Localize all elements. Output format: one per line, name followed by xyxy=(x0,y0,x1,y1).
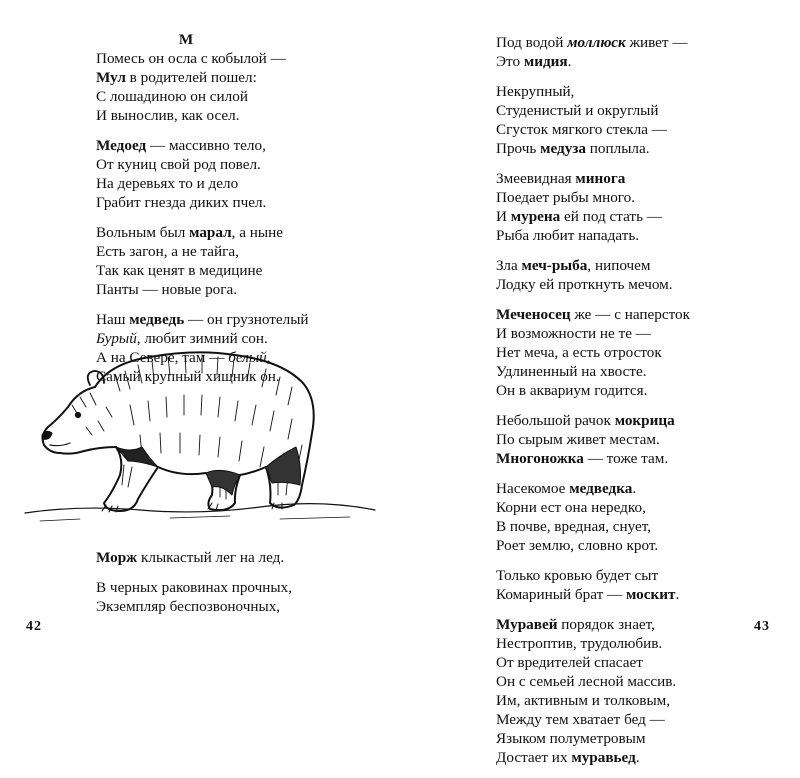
stanza xyxy=(496,169,796,245)
poem-line xyxy=(496,634,796,653)
right-poem-column xyxy=(496,33,796,778)
poem-line xyxy=(496,566,796,585)
poem-line xyxy=(496,82,796,101)
line-text: Удлиненный на хвосте. xyxy=(496,363,647,380)
poem-line xyxy=(496,343,796,362)
term-highlight: Мул xyxy=(96,69,126,86)
left-page xyxy=(0,0,400,667)
poem-line xyxy=(496,748,796,767)
line-text: Змеевидная xyxy=(496,170,576,187)
line-text: Бурый xyxy=(96,330,137,347)
line-text: Некрупный, xyxy=(496,83,575,100)
poem-line xyxy=(496,653,796,672)
line-text: поплыла. xyxy=(585,140,650,157)
line-text: И возможности не те — xyxy=(496,325,651,342)
line-text: , любит зимний сон. xyxy=(136,330,268,347)
poem-line xyxy=(496,498,796,517)
line-text: Им, активным и толковым, xyxy=(496,692,671,709)
poem-line xyxy=(496,52,796,71)
poem-line xyxy=(496,120,796,139)
line-text: Прочь xyxy=(496,140,541,157)
line-text: Вольным был xyxy=(96,224,190,241)
stanza xyxy=(96,49,396,125)
term-highlight: мидия xyxy=(523,53,568,70)
line-text: Панты — новые рога. xyxy=(96,281,238,298)
line-text: Грабит гнезда диких пчел. xyxy=(96,194,267,211)
poem-line xyxy=(496,517,796,536)
poem-line xyxy=(496,381,796,400)
term-highlight: мурена xyxy=(510,208,561,225)
line-text: Только кровью будет сыт xyxy=(496,567,659,584)
line-text: же — с наперсток xyxy=(570,306,691,323)
poem-line xyxy=(96,174,396,193)
line-text: Роет землю, словно крот. xyxy=(496,537,659,554)
line-text: От куниц свой род повел. xyxy=(96,156,261,173)
poem-line xyxy=(496,188,796,207)
line-text: Помесь он осла с кобылой — xyxy=(96,50,286,67)
line-text: Экземпляр беспозвоночных, xyxy=(96,598,281,615)
term-highlight: Муравей xyxy=(496,616,558,633)
line-text: — тоже там. xyxy=(583,450,669,467)
line-text: . xyxy=(635,749,640,766)
term-highlight: медуза xyxy=(540,140,586,157)
term-highlight: медведка xyxy=(569,480,633,497)
poem-line xyxy=(496,207,796,226)
stanza xyxy=(96,548,396,567)
line-text: Небольшой рачок xyxy=(496,412,615,429)
poem-line xyxy=(496,275,796,294)
term-highlight: Медоед xyxy=(96,137,147,154)
poem-line xyxy=(96,155,396,174)
poem-line xyxy=(496,33,796,52)
line-text: По сырым живет местам. xyxy=(496,431,660,448)
poem-line xyxy=(96,87,396,106)
page-number-left: 42 xyxy=(26,619,42,634)
poem-line xyxy=(96,261,396,280)
poem-line xyxy=(496,449,796,468)
line-text: От вредителей спасает xyxy=(496,654,643,671)
stanza xyxy=(96,578,396,616)
line-text: . xyxy=(567,53,572,70)
poem-line xyxy=(496,710,796,729)
line-text: Студенистый и округлый xyxy=(496,102,659,119)
poem-line xyxy=(496,305,796,324)
poem-line xyxy=(496,101,796,120)
term-highlight: мокрица xyxy=(614,412,675,429)
line-text: , xyxy=(266,349,271,366)
stanza xyxy=(496,566,796,604)
term-highlight: медведь xyxy=(129,311,185,328)
line-text: И вынослив, как осел. xyxy=(96,107,240,124)
line-text: Самый крупный хищник он. xyxy=(96,368,280,385)
poem-line xyxy=(96,578,396,597)
stanza xyxy=(96,223,396,299)
poem-line xyxy=(496,139,796,158)
poem-line xyxy=(496,585,796,604)
poem-line xyxy=(96,280,396,299)
term-highlight: Морж xyxy=(96,549,138,566)
term-highlight: муравьед xyxy=(571,749,636,766)
line-text: , а ныне xyxy=(231,224,283,241)
term-highlight: минога xyxy=(575,170,626,187)
line-text: Поедает рыбы много. xyxy=(496,189,636,206)
poem-line xyxy=(496,324,796,343)
stanza xyxy=(496,411,796,468)
line-text: В черных раковинах прочных, xyxy=(96,579,292,596)
left-lower-stanzas xyxy=(96,548,396,627)
poem-line xyxy=(496,479,796,498)
poem-line xyxy=(496,536,796,555)
poem-line xyxy=(496,362,796,381)
poem-line xyxy=(496,691,796,710)
line-text: — он грузнотелый xyxy=(184,311,309,328)
line-text: клыкастый лег на лед. xyxy=(137,549,285,566)
line-text: Он с семьей лесной массив. xyxy=(496,673,677,690)
line-text: Насекомое xyxy=(496,480,570,497)
poem-line xyxy=(96,49,396,68)
term-highlight: Многоножка xyxy=(496,450,584,467)
line-text: белый xyxy=(228,349,267,366)
line-text: ей под стать — xyxy=(560,208,662,225)
poem-line xyxy=(96,548,396,567)
line-text: Нет меча, а есть отросток xyxy=(496,344,662,361)
line-text: Достает их xyxy=(496,749,572,766)
poem-line xyxy=(96,68,396,87)
stanza xyxy=(496,33,796,71)
stanza xyxy=(496,615,796,767)
term-highlight: меч-рыба xyxy=(521,257,588,274)
term-highlight: Меченосец xyxy=(496,306,571,323)
line-text: Он в аквариум годится. xyxy=(496,382,648,399)
page-number-right: 43 xyxy=(754,619,770,634)
line-text: Есть загон, а не тайга, xyxy=(96,243,239,260)
line-text: С лошадиною он силой xyxy=(96,88,248,105)
line-text: Рыба любит нападать. xyxy=(496,227,640,244)
line-text: — массивно тело, xyxy=(146,137,266,154)
bear-illustration-icon xyxy=(20,335,380,535)
poem-line xyxy=(96,597,396,616)
poem-line xyxy=(96,223,396,242)
poem-line xyxy=(496,226,796,245)
line-text: Под водой xyxy=(496,34,568,51)
poem-line xyxy=(496,430,796,449)
line-text: Это xyxy=(496,53,524,70)
line-text: А на Севере, там — xyxy=(96,349,229,366)
poem-line xyxy=(96,106,396,125)
line-text: И xyxy=(496,208,511,225)
stanza xyxy=(496,82,796,158)
stanza xyxy=(496,305,796,400)
line-text: живет — xyxy=(625,34,688,51)
line-text: . xyxy=(675,586,680,603)
line-text: В почве, вредная, снует, xyxy=(496,518,652,535)
line-text: Языком полуметровым xyxy=(496,730,646,747)
poem-line xyxy=(496,256,796,275)
line-text: На деревьях то и дело xyxy=(96,175,239,192)
line-text: Нестроптив, трудолюбив. xyxy=(496,635,663,652)
line-text: Наш xyxy=(96,311,130,328)
poem-line xyxy=(96,136,396,155)
stanza xyxy=(496,479,796,555)
line-text: Так как ценят в медицине xyxy=(96,262,263,279)
stanza xyxy=(96,136,396,212)
poem-line xyxy=(496,615,796,634)
line-text: Комариный брат — xyxy=(496,586,626,603)
poem-line xyxy=(496,672,796,691)
poem-line xyxy=(496,729,796,748)
line-text: порядок знает, xyxy=(557,616,655,633)
line-text: Между тем хватает бед — xyxy=(496,711,665,728)
section-letter-heading: М xyxy=(178,31,194,48)
line-text: . xyxy=(632,480,637,497)
term-highlight: марал xyxy=(189,224,232,241)
poem-line xyxy=(96,310,396,329)
line-text: , нипочем xyxy=(587,257,651,274)
poem-line xyxy=(496,411,796,430)
term-highlight: моллюск xyxy=(567,34,626,51)
line-text: Зла xyxy=(496,257,522,274)
line-text: Лодку ей проткнуть мечом. xyxy=(496,276,673,293)
line-text: Корни ест она нередко, xyxy=(496,499,646,516)
stanza xyxy=(496,256,796,294)
poem-line xyxy=(96,193,396,212)
line-text: в родителей пошел: xyxy=(125,69,257,86)
line-text: Сгусток мягкого стекла — xyxy=(496,121,667,138)
poem-line xyxy=(96,242,396,261)
right-page xyxy=(400,0,800,766)
term-highlight: москит xyxy=(626,586,676,603)
poem-line xyxy=(496,169,796,188)
